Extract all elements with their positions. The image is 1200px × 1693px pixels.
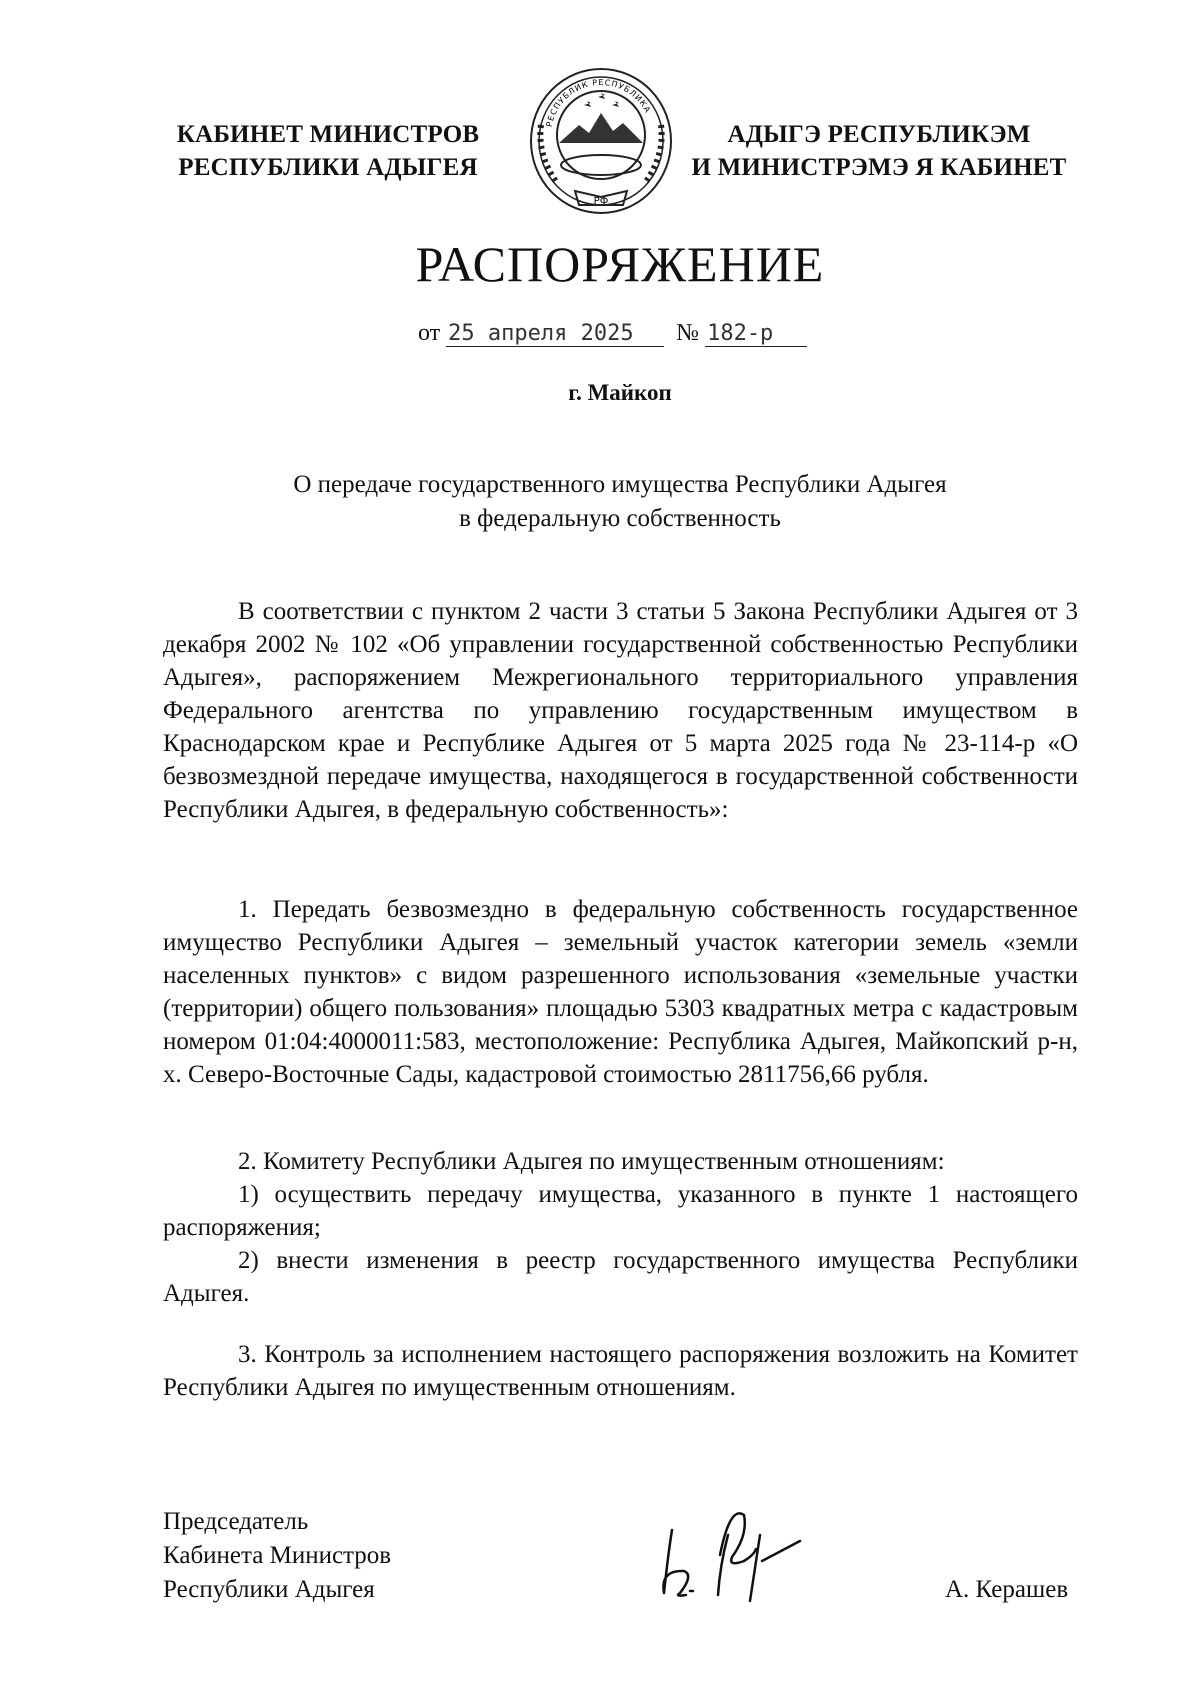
position-line1: Председатель: [163, 1508, 309, 1535]
subject-line2: в федеральную собственность: [459, 505, 781, 532]
position-line2: Кабинета Министров: [163, 1542, 392, 1569]
subject-line1: О передаче государственного имущества Республики Адыгея: [293, 471, 947, 498]
handwritten-signature-icon: [650, 1475, 840, 1605]
signatory-name: А. Керашев: [945, 1576, 1069, 1603]
emblem-ring-text: РЕСПУБЛИК РЕСПУБЛИКА: [544, 77, 653, 128]
item-3-paragraph: [163, 1338, 1078, 1404]
item-2-text: 2. Комитету Республики Адыгея по имущественным отношениям:: [238, 1148, 945, 1175]
dateline: [418, 320, 807, 347]
header-right-line2: И МИНИСТРЭМЭ Я КАБИНЕТ: [691, 154, 1067, 181]
header-left-line2: РЕСПУБЛИКИ АДЫГЕЯ: [178, 154, 478, 181]
emblem-bottom-text: РФ: [593, 196, 609, 207]
document-subject: [160, 468, 1080, 536]
document-title: РАСПОРЯЖЕНИЕ: [415, 236, 825, 292]
header-right: [684, 118, 1074, 184]
coat-of-arms-icon: [527, 65, 675, 215]
number-label: №: [676, 320, 700, 346]
header-left-line1: КАБИНЕТ МИНИСТРОВ: [176, 121, 480, 148]
header-left: [168, 118, 488, 184]
item-1-text: 1. Передать безвозмездно в федеральную собственность государственное имущество Республики Адыгея – земельный участок категории земель «земли населенных пунктов» с видом разрешенного использования «земельные участки (территории) общего пользования» площадью 5303 квадратных метра с кадастровым номером 01:04:4000011:583, местоположение: Республика Адыгея, Майкопский р-н, х. Северо-Восточные Сады, кадастровой стоимостью 2811756,66 рубля.: [163, 896, 1078, 1088]
position-line3: Республики Адыгея: [163, 1576, 375, 1603]
item-3-text: 3. Контроль за исполнением настоящего распоряжения возложить на Комитет Республики Адыгея по имущественным отношениям.: [163, 1341, 1078, 1401]
intro-paragraph: [163, 595, 1078, 826]
intro-text: В соответствии с пунктом 2 части 3 статьи 5 Закона Республики Адыгея от 3 декабря 2002 № 102 «Об управлении государственной собственностью Республики Адыгея», распоряжением Межрегионального территориального управления Федерального агентства по управлению государственным имуществом в Краснодарском крае и Республике Адыгея от 5 марта 2025 года № 23-114-р «О безвозмездной передаче имущества, находящегося в государственной собственности Республики Адыгея, в федеральную собственность»:: [163, 598, 1078, 823]
signatory-position: [163, 1505, 391, 1607]
item-2-paragraph: [163, 1145, 1078, 1310]
city: г. Майкоп: [568, 380, 672, 405]
document-date: 25 апреля 2025: [446, 321, 664, 347]
item-2-sub-2: 2) внести изменения в реестр государственного имущества Республики Адыгея.: [163, 1247, 1078, 1307]
document-number: 182-р: [705, 321, 807, 347]
item-1-paragraph: [163, 893, 1078, 1091]
header-right-line1: АДЫГЭ РЕСПУБЛИКЭМ: [727, 121, 1031, 148]
item-2-sub-1: 1) осуществить передачу имущества, указанного в пункте 1 настоящего распоряжения;: [163, 1181, 1078, 1241]
date-prefix: от: [418, 320, 441, 346]
